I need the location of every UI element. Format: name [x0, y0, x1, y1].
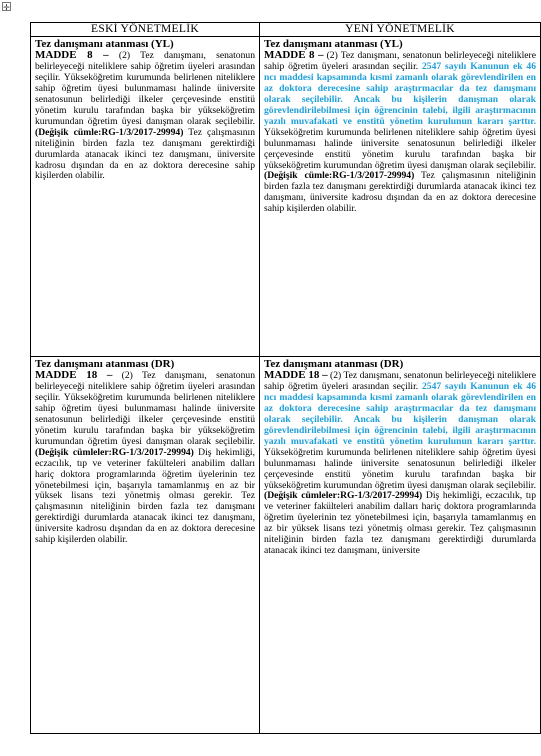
- article-body: [264, 50, 536, 215]
- article-number: MADDE 8 –: [35, 49, 109, 61]
- article-title: Tez danışmanı atanması (YL): [264, 38, 403, 50]
- article-title: Tez danışmanı atanması (DR): [264, 358, 404, 370]
- amendment-note: (Değişik cümleler:RG-1/3/2017-29994): [35, 446, 194, 458]
- article-text: Yükseköğretim kurumunda belirlenen niteliklere sahip öğretim üyesi bulunmaması halinde üniversite senatosunun belirlediği ilkeler çerçevesinde enstitü yönetim kurulu tarafından başka bir yükseköğretim kurumundan öğretim üyesi danışman olarak seçilebilir.: [264, 126, 536, 171]
- article-text: Tez çalışmasının niteliğinin birden fazla tez danışmanı gerektirdiği durumlarda atanacak ikinci tez danışmanı, üniversite kadrosu dışından da en az doktora derecesine sahip kişilerden olabilir.: [35, 126, 255, 182]
- added-provision-text: 2547 sayılı Kanunun ek 46 ncı maddesi kapsamında kısmi zamanlı olarak görevlendirilen en az doktora derecesine sahip araştırmacılar da tez danışmanı olarak seçilebilir. Ancak bu kişilerin danışman olarak görevlendirilebilmesi için öğrencinin talebi, ilgili araştırmacının yazılı muvafakati ve enstitü yönetim kurulunun kararı şarttır.: [264, 60, 536, 127]
- article-text: Tez çalışmasının niteliğinin birden fazla tez danışmanı gerektirdiği durumlarda atanacak ikinci tez danışmanı, üniversite kadrosu dışından da en az doktora derecesine sahip kişilerden olabilir.: [264, 170, 536, 215]
- header-row: [31, 23, 541, 37]
- header-new-regulation: YENİ YÖNETMELİK: [260, 23, 541, 37]
- amendment-note: (Değişik cümle:RG-1/3/2017-29994): [35, 126, 184, 138]
- article-text: Yükseköğretim kurumunda belirlenen niteliklere sahip öğretim üyesi bulunmaması halinde üniversite senatosunun belirlediği ilkeler çerçevesinde enstitü yönetim kurulu tarafından başka bir yükseköğretim kurumundan öğretim üyesi danışman olarak seçilebilir.: [264, 446, 536, 491]
- article-number: MADDE 8 –: [264, 49, 324, 61]
- article-number: MADDE 18 –: [264, 369, 328, 381]
- article-text: Diş hekimliği, eczacılık, tıp ve veteriner fakülteleri anabilim dalları hariç doktora programlarında öğretim üyelerinin tez yönetebilmesi için, başarıyla tamamlanmış en az bir yüksek lisans tezi yönetmiş olması gerekir. Tez çalışmasının niteliğinin birden fazla tez danışmanı gerektirdiği durumlarda atanacak ikinci tez danışmanı, üniversite: [264, 490, 537, 557]
- article-text: (2) Tez danışmanı, senatonun belirleyeceği niteliklere sahip öğretim üyeleri arasından seçilir. Yükseköğretim kurumunda belirlenen niteliklere sahip öğretim üyesi bulunmaması halinde üniversite senatosunun belirlediği ilkeler çerçevesinde enstitü yönetim kurulu tarafından başka bir yükseköğretim kurumundan öğretim üyesi danışman olarak seçilebilir.: [35, 370, 255, 447]
- article-number: MADDE 18 –: [35, 369, 113, 381]
- new-article-cell: [260, 357, 541, 734]
- article-text: (2) Tez danışmanı, senatonun belirleyeceği niteliklere sahip öğretim üyeleri arasından seçilir. Yükseköğretim kurumunda belirlenen niteliklere sahip öğretim üyesi bulunmaması halinde üniversite senatosunun belirlediği ilkeler çerçevesinde enstitü yönetim kurulu tarafından başka bir yükseköğretim kurumundan öğretim üyesi danışman olarak seçilebilir.: [35, 50, 255, 127]
- article-body: [35, 370, 255, 546]
- amendment-note: (Değişik cümle:RG-1/3/2017-29994): [264, 170, 415, 182]
- article-body: [35, 50, 255, 182]
- amendment-note: (Değişik cümleler:RG-1/3/2017-29994): [264, 490, 423, 502]
- old-article-cell: [31, 37, 260, 357]
- added-provision-text: 2547 sayılı Kanunun ek 46 ncı maddesi kapsamında kısmi zamanlı olarak görevlendirilen en az doktora derecesine sahip araştırmacılar da tez danışmanı olarak seçilebilir. Ancak bu kişilerin danışman olarak görevlendirilebilmesi için öğrencinin talebi, ilgili araştırmacının yazılı muvafakati ve enstitü yönetim kurulunun kararı şarttır.: [264, 380, 536, 447]
- table-move-handle-icon[interactable]: ✛: [3, 3, 10, 12]
- table-row: [31, 37, 541, 357]
- article-text: (2) Tez danışmanı, senatonun belirleyeceği niteliklere sahip öğretim üyeleri arasından seçilir.: [264, 370, 536, 392]
- new-article-cell: [260, 37, 541, 357]
- article-text: (2) Tez danışmanı, senatonun belirleyeceği niteliklere sahip öğretim üyeleri arasından seçilir.: [264, 50, 536, 72]
- article-text: Diş hekimliği, eczacılık, tıp ve veteriner fakülteleri anabilim dalları hariç doktora programlarında öğretim üyelerinin tez yönetebilmesi için, başarıyla tamamlanmış en az bir yüksek lisans tezi yönetmiş olması gerekir. Tez çalışmasının niteliğinin birden fazla tez danışmanı gerektirdiği durumlarda atanacak ikinci tez danışmanı, üniversite kadrosu dışından da en az doktora derecesine sahip kişilerden olabilir.: [35, 446, 255, 546]
- old-article-cell: [31, 357, 260, 734]
- article-title: Tez danışmanı atanması (YL): [35, 38, 174, 50]
- regulation-comparison-table: [30, 22, 541, 734]
- article-title: Tez danışmanı atanması (DR): [35, 358, 175, 370]
- table-row: [31, 357, 541, 734]
- article-body: [264, 370, 536, 557]
- header-old-regulation: ESKİ YÖNETMELİK: [31, 23, 260, 37]
